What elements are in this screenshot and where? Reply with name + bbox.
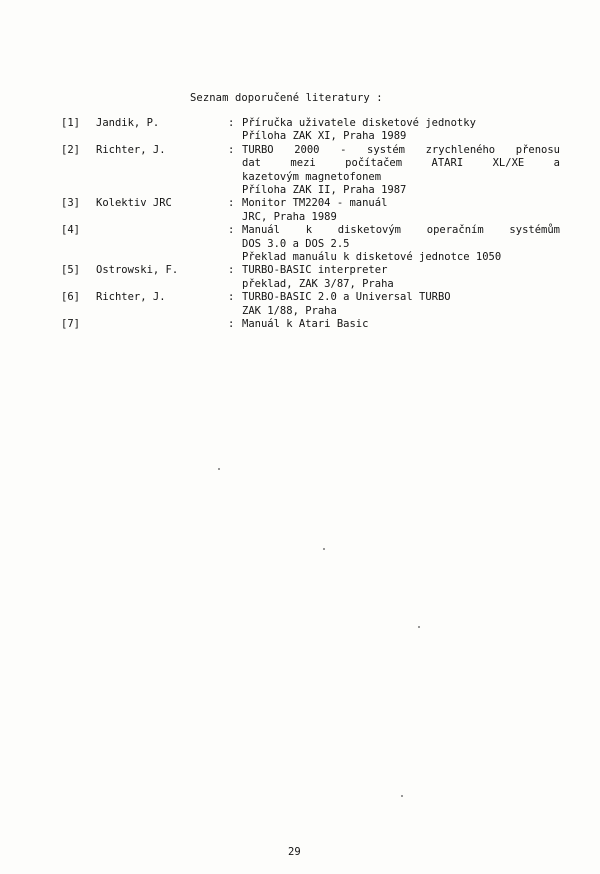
page-title: Seznam doporučené literatury :: [190, 92, 383, 104]
entry-line: Příručka uživatele disketové jednotky: [242, 117, 476, 129]
bibliography-list: [61, 117, 566, 332]
entry-separator: :: [228, 143, 235, 156]
entry-line: kazetovým magnetofonem: [242, 170, 382, 183]
entry-description: [242, 318, 560, 331]
entry-line: TURBO-BASIC interpreter: [242, 264, 388, 277]
entry-ref-number: [6]: [61, 291, 80, 304]
entry-separator: :: [228, 318, 235, 331]
entry-description: [242, 224, 560, 264]
scan-speck: [323, 548, 325, 550]
entry-ref-number: [1]: [61, 117, 80, 129]
entry-description: [242, 197, 560, 224]
entry-line: Monitor TM2204 - manuál: [242, 197, 388, 210]
entry-line: překlad, ZAK 3/87, Praha: [242, 277, 394, 290]
entry-ref-number: [2]: [61, 143, 80, 156]
entry-line: Příloha ZAK II, Praha 1987: [242, 184, 407, 197]
entry-separator: :: [228, 224, 235, 237]
scan-speck: [401, 795, 403, 797]
bibliography-entry: [61, 117, 566, 144]
entry-description: [242, 291, 560, 318]
entry-author: Richter, J.: [96, 143, 166, 156]
scan-speck: [418, 626, 420, 628]
bibliography-entry: [61, 197, 566, 224]
entry-ref-number: [4]: [61, 224, 80, 237]
entry-author: Richter, J.: [96, 291, 166, 304]
entry-author: Ostrowski, F.: [96, 264, 179, 277]
entry-description: [242, 264, 560, 291]
entry-line: dat mezi počítačem ATARI XL/XE a: [242, 157, 560, 170]
entry-line: Příloha ZAK XI, Praha 1989: [242, 130, 407, 143]
bibliography-entry: [61, 264, 566, 291]
entry-separator: :: [228, 291, 235, 304]
entry-ref-number: [5]: [61, 264, 80, 277]
entry-ref-number: [7]: [61, 318, 80, 331]
entry-line: Překlad manuálu k disketové jednotce 1050: [242, 251, 502, 264]
entry-line: Manuál k Atari Basic: [242, 318, 369, 331]
entry-description: [242, 117, 560, 144]
entry-line: Manuál k disketovým operačním systémům: [242, 224, 560, 237]
bibliography-entry: [61, 224, 566, 264]
entry-line: TURBO-BASIC 2.0 a Universal TURBO: [242, 291, 451, 304]
entry-ref-number: [3]: [61, 197, 80, 210]
entry-author: Jandik, P.: [96, 117, 160, 129]
page-number: 29: [288, 846, 301, 858]
entry-line: ZAK 1/88, Praha: [242, 304, 337, 317]
entry-description: [242, 144, 560, 198]
entry-separator: :: [228, 197, 235, 210]
bibliography-entry: [61, 318, 566, 331]
entry-line: DOS 3.0 a DOS 2.5: [242, 237, 350, 250]
bibliography-entry: [61, 144, 566, 198]
entry-line: TURBO 2000 - systém zrychleného přenosu: [242, 143, 560, 156]
entry-separator: :: [228, 117, 235, 129]
scan-speck: [218, 468, 220, 470]
bibliography-entry: [61, 291, 566, 318]
entry-separator: :: [228, 264, 235, 277]
entry-author: Kolektiv JRC: [96, 197, 172, 210]
entry-line: JRC, Praha 1989: [242, 210, 337, 223]
